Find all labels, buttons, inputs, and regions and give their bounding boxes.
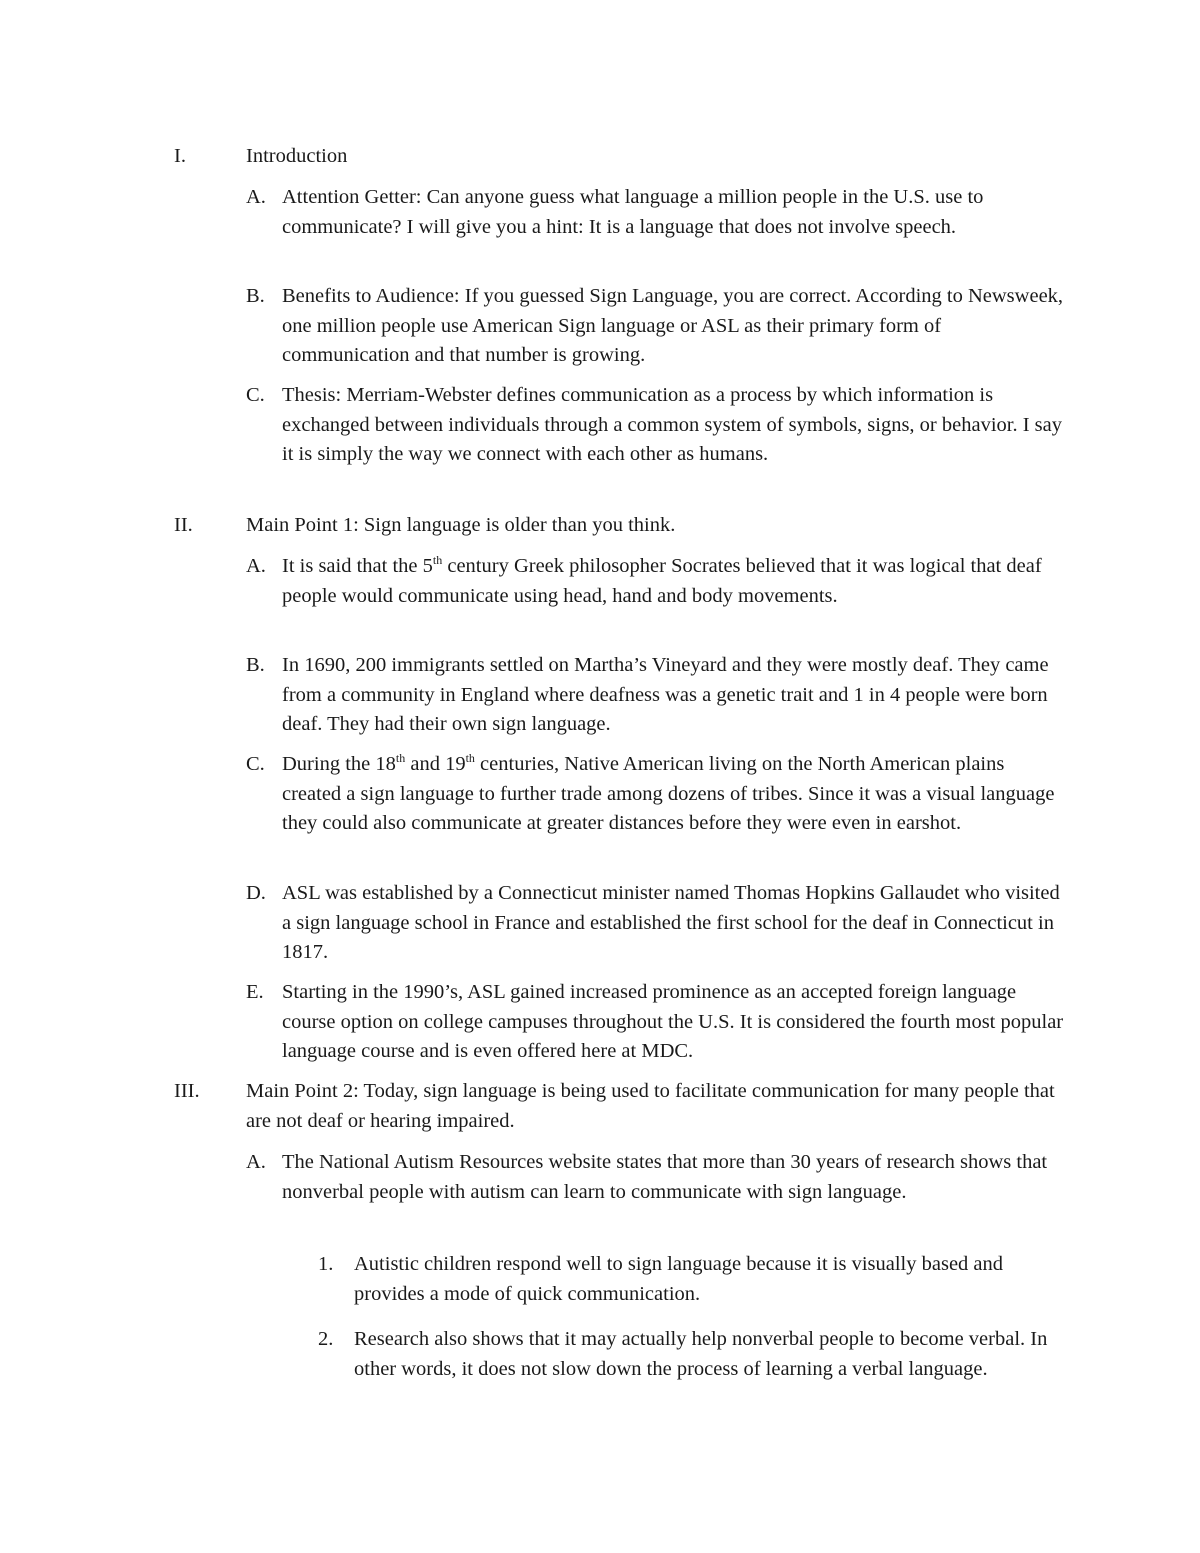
item-text: Thesis: Merriam-Webster defines communication as a process by which information is exchanged between individuals through a common system of symbols, signs, or behavior. I say it is simply the way we connect with each other as humans. (282, 384, 1063, 465)
item-text: The National Autism Resources website states that more than 30 years of research shows that nonverbal people with autism can learn to communicate with sign language. (282, 1151, 1048, 1203)
section-numeral: II. (174, 514, 193, 536)
item-text: In 1690, 200 immigrants settled on Martha’s Vineyard and they were mostly deaf. They came from a community in England where deafness was a genetic trait and 1 in 4 people were born deaf. They had their own sign language. (282, 654, 1049, 735)
item-marker: C. (246, 384, 265, 406)
item-marker: A. (246, 1151, 266, 1173)
subitem-marker: 2. (318, 1328, 334, 1350)
item-marker: B. (246, 285, 265, 307)
item-text: Attention Getter: Can anyone guess what language a million people in the U.S. use to communicate? I will give you a hint: It is a language that does not involve speech. (282, 186, 984, 238)
section-heading: Main Point 1: Sign language is older than you think. (246, 514, 676, 536)
subitem-marker: 1. (318, 1253, 334, 1275)
subitem-text: Autistic children respond well to sign language because it is visually based and provides a mode of quick communication. (354, 1253, 1004, 1305)
item-marker: D. (246, 882, 266, 904)
section-heading: Main Point 2: Today, sign language is being used to facilitate communication for many people that are not deaf or hearing impaired. (246, 1080, 1055, 1132)
item-marker: A. (246, 555, 266, 577)
item-marker: A. (246, 186, 266, 208)
section-numeral: I. (174, 145, 186, 167)
item-text: Starting in the 1990’s, ASL gained increased prominence as an accepted foreign language course option on college campuses throughout the U.S. It is considered the fourth most popular language course and is even offered here at MDC. (282, 981, 1064, 1062)
item-text: ASL was established by a Connecticut minister named Thomas Hopkins Gallaudet who visited a sign language school in France and established the first school for the deaf in Connecticut in 1817. (282, 882, 1060, 963)
item-marker: E. (246, 981, 264, 1003)
item-text: It is said that the 5th century Greek philosopher Socrates believed that it was logical that deaf people would communicate using head, hand and body movements. (282, 553, 1042, 607)
item-marker: C. (246, 753, 265, 775)
item-marker: B. (246, 654, 265, 676)
item-text: Benefits to Audience: If you guessed Sign Language, you are correct. According to Newsweek, one million people use American Sign language or ASL as their primary form of communication and that number is growing. (282, 285, 1064, 366)
section-numeral: III. (174, 1080, 200, 1102)
section-heading: Introduction (246, 145, 348, 167)
subitem-text: Research also shows that it may actually help nonverbal people to become verbal. In other words, it does not slow down the process of learning a verbal language. (354, 1328, 1048, 1380)
item-text: During the 18th and 19th centuries, Native American living on the North American plains created a sign language to further trade among dozens of tribes. Since it was a visual language they could also communicate at greater distances before they were even in earshot. (282, 751, 1055, 834)
